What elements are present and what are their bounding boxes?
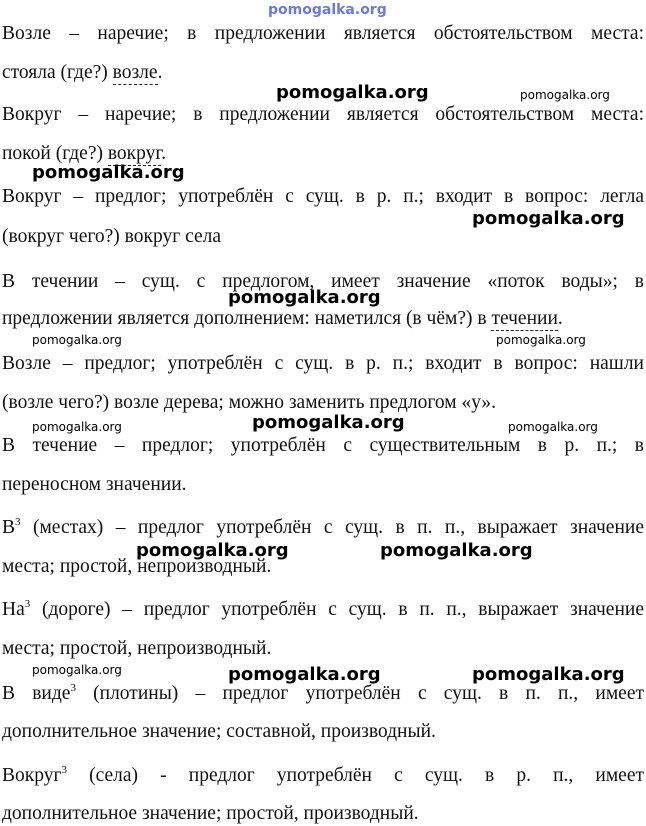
- underlined-word: течении: [491, 308, 558, 329]
- header-watermark[interactable]: pomogalka.org: [268, 2, 387, 18]
- watermark: pomogalka.org: [32, 663, 122, 677]
- text-line: В течении – сущ. с предлогом, имеет значение «поток воды»; в: [2, 271, 644, 292]
- text-line: В виде$^3$ (плотины) – предлог употреблён с сущ. в п. п., имеет: [2, 682, 644, 704]
- text-line: дополнительное значение; составной, производный.: [2, 721, 436, 742]
- text-line: Возле – предлог; употреблён с сущ. в р. п.; входит в вопрос: нашли: [2, 353, 644, 374]
- text-line: (вокруг чего?) вокруг села: [2, 226, 222, 247]
- text-line: места; простой, непроизводный.: [2, 556, 272, 577]
- watermark: pomogalka.org: [472, 208, 625, 229]
- watermark: pomogalka.org: [228, 287, 381, 308]
- watermark: pomogalka.org: [380, 540, 533, 561]
- watermark: pomogalka.org: [252, 412, 405, 433]
- text-line: Вокруг$^3$ (села) - предлог употреблён с сущ. в р. п., имеет: [2, 764, 644, 786]
- watermark: pomogalka.org: [228, 664, 381, 685]
- watermark: pomogalka.org: [472, 664, 625, 685]
- watermark: pomogalka.org: [496, 333, 586, 347]
- text-line: стояла (где?) возле.: [2, 62, 163, 83]
- watermark: pomogalka.org: [32, 162, 185, 183]
- watermark: pomogalka.org: [136, 540, 289, 561]
- text-line: $На^3$ (дороге) – предлог употреблён с сущ. в п. п., выражает значение: [2, 598, 644, 620]
- watermark: pomogalka.org: [276, 82, 429, 103]
- watermark: pomogalka.org: [508, 420, 598, 434]
- text-line: Вокруг – предлог; употреблён с сущ. в р. п.; входит в вопрос: легла: [2, 186, 644, 207]
- text-line: Вокруг – наречие; в предложении является обстоятельством места:: [2, 104, 644, 125]
- text-line: Возле – наречие; в предложении является обстоятельством места:: [2, 23, 644, 44]
- underlined-word: вокруг: [107, 143, 162, 164]
- watermark: pomogalka.org: [32, 420, 122, 434]
- underlined-word: возле: [112, 62, 158, 83]
- text-line: покой (где?) вокруг.: [2, 143, 167, 164]
- text-line: $В^3$ (местах) – предлог употреблён с сущ. в п. п., выражает значение: [2, 516, 644, 538]
- text-line: дополнительное значение; простой, производный.: [2, 803, 419, 824]
- watermark: pomogalka.org: [520, 88, 610, 102]
- text-line: переносном значении.: [2, 474, 187, 495]
- text-line: (возле чего?) возле дерева; можно заменить предлогом «у».: [2, 392, 497, 413]
- text-line: предложении является дополнением: наметился (в чём?) в течении.: [2, 308, 563, 329]
- text-line: места; простой, непроизводный.: [2, 638, 272, 659]
- watermark: pomogalka.org: [32, 333, 122, 347]
- text-line: В течение – предлог; употреблён с существительным в р. п.; в: [2, 435, 644, 456]
